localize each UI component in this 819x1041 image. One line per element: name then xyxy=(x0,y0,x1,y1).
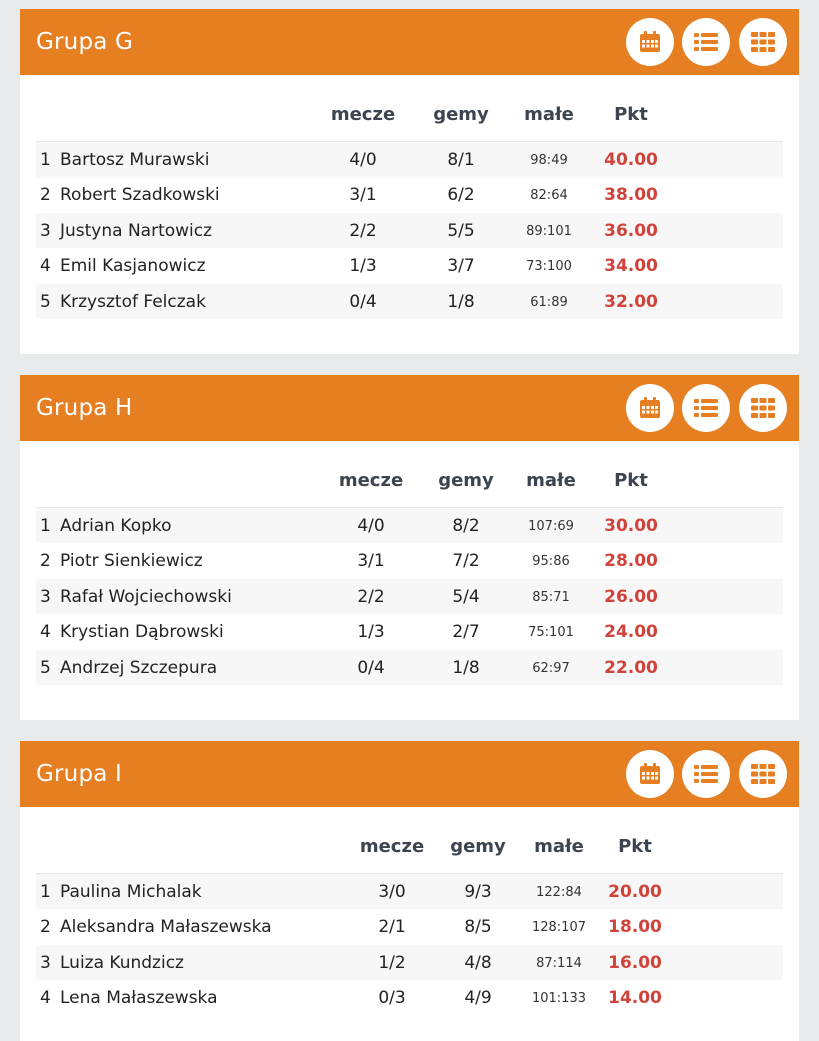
group-title: Grupa G xyxy=(36,29,134,55)
player-name: Piotr Sienkiewicz xyxy=(60,551,203,572)
column-games: gemy xyxy=(438,470,494,491)
column-matches: mecze xyxy=(359,836,425,857)
player-name: Aleksandra Małaszewska xyxy=(60,917,272,938)
games-value: 3/7 xyxy=(447,256,475,277)
group-card-i xyxy=(20,741,799,1041)
matches-value: 3/0 xyxy=(378,882,406,902)
table-row[interactable] xyxy=(36,874,783,909)
games-value: 4/8 xyxy=(464,952,492,973)
group-header xyxy=(20,741,799,807)
games-value: 2/7 xyxy=(452,622,480,643)
points-value: 30.00 xyxy=(604,516,658,536)
table-header xyxy=(20,441,799,507)
column-games: gemy xyxy=(450,836,506,857)
grid-icon xyxy=(751,32,775,52)
points-value: 18.00 xyxy=(608,917,662,938)
player-name: Robert Szadkowski xyxy=(60,185,220,206)
player-name: Luiza Kundzicz xyxy=(60,952,184,973)
standings-table xyxy=(36,507,783,685)
table-row[interactable] xyxy=(36,508,783,543)
rank: 3 xyxy=(40,586,51,607)
table-row[interactable] xyxy=(36,945,783,980)
player-name: Justyna Nartowicz xyxy=(60,220,213,241)
rank: 1 xyxy=(40,882,51,902)
column-small: małe xyxy=(534,836,584,857)
matches-value: 0/4 xyxy=(349,291,377,312)
games-value: 8/5 xyxy=(464,917,492,938)
group-card-g xyxy=(20,9,799,354)
column-points: Pkt xyxy=(614,470,648,491)
column-points: Pkt xyxy=(614,104,648,125)
rank: 4 xyxy=(40,988,51,1009)
player-name: Emil Kasjanowicz xyxy=(60,256,206,277)
points-value: 24.00 xyxy=(604,622,658,643)
table-row[interactable] xyxy=(36,248,783,283)
calendar-button[interactable] xyxy=(626,18,674,66)
column-small: małe xyxy=(526,470,576,491)
column-matches: mecze xyxy=(330,104,396,125)
rank: 1 xyxy=(40,516,51,536)
rank: 4 xyxy=(40,622,51,643)
games-value: 4/9 xyxy=(464,988,492,1009)
small-points-value: 98:49 xyxy=(530,153,568,168)
group-header xyxy=(20,375,799,441)
group-title: Grupa H xyxy=(36,395,133,421)
small-points-value: 73:100 xyxy=(526,259,572,275)
games-value: 5/4 xyxy=(452,586,480,607)
table-row[interactable] xyxy=(36,213,783,248)
small-points-value: 89:101 xyxy=(526,223,572,239)
games-value: 1/8 xyxy=(447,291,475,312)
list-button[interactable] xyxy=(682,384,730,432)
small-points-value: 128:107 xyxy=(531,920,587,936)
table-row[interactable] xyxy=(36,650,783,685)
games-value: 1/8 xyxy=(452,657,480,678)
small-points-value: 82:64 xyxy=(530,188,568,204)
calendar-button[interactable] xyxy=(626,384,674,432)
rank: 1 xyxy=(40,150,51,170)
table-header xyxy=(20,75,799,141)
games-value: 8/1 xyxy=(447,150,475,170)
matches-value: 1/2 xyxy=(378,952,406,973)
column-points: Pkt xyxy=(618,836,652,857)
matches-value: 1/3 xyxy=(357,622,385,643)
points-value: 40.00 xyxy=(604,150,658,170)
small-points-value: 62:97 xyxy=(532,660,570,676)
calendar-button[interactable] xyxy=(626,750,674,798)
table-row[interactable] xyxy=(36,543,783,578)
games-value: 6/2 xyxy=(447,185,475,206)
player-name: Krystian Dąbrowski xyxy=(60,622,224,643)
list-icon xyxy=(694,397,718,419)
player-name: Bartosz Murawski xyxy=(60,150,210,170)
group-card-h xyxy=(20,375,799,720)
small-points-value: 95:86 xyxy=(532,554,570,570)
rank: 5 xyxy=(40,291,51,312)
rank: 3 xyxy=(40,952,51,973)
column-small: małe xyxy=(524,104,574,125)
column-games: gemy xyxy=(433,104,489,125)
games-value: 5/5 xyxy=(447,220,475,241)
standings-table xyxy=(36,873,783,1016)
calendar-icon xyxy=(638,396,662,420)
rank: 5 xyxy=(40,657,51,678)
rank: 4 xyxy=(40,256,51,277)
player-name: Andrzej Szczepura xyxy=(60,657,218,678)
matches-value: 4/0 xyxy=(357,516,385,536)
table-row[interactable] xyxy=(36,142,783,177)
player-name: Paulina Michalak xyxy=(60,882,202,902)
table-row[interactable] xyxy=(36,614,783,649)
table-header xyxy=(20,807,799,873)
calendar-icon xyxy=(638,30,662,54)
games-value: 7/2 xyxy=(452,551,480,572)
points-value: 20.00 xyxy=(608,882,662,902)
points-value: 16.00 xyxy=(608,952,662,973)
small-points-value: 122:84 xyxy=(536,885,582,900)
matches-value: 3/1 xyxy=(349,185,377,206)
rank: 2 xyxy=(40,551,51,572)
column-matches: mecze xyxy=(338,470,404,491)
small-points-value: 101:133 xyxy=(531,991,587,1007)
grid-icon xyxy=(751,764,775,784)
points-value: 28.00 xyxy=(604,551,658,572)
group-title: Grupa I xyxy=(36,761,123,787)
matches-value: 1/3 xyxy=(349,256,377,277)
small-points-value: 85:71 xyxy=(532,589,570,605)
table-row[interactable] xyxy=(36,579,783,614)
matches-value: 4/0 xyxy=(349,150,377,170)
player-name: Krzysztof Felczak xyxy=(60,291,206,312)
matches-value: 2/2 xyxy=(349,220,377,241)
points-value: 36.00 xyxy=(604,220,658,241)
small-points-value: 75:101 xyxy=(528,625,574,641)
player-name: Lena Małaszewska xyxy=(60,988,218,1009)
games-value: 9/3 xyxy=(464,882,492,902)
table-row[interactable] xyxy=(36,909,783,944)
matches-value: 2/1 xyxy=(378,917,406,938)
small-points-value: 61:89 xyxy=(530,294,568,310)
list-button[interactable] xyxy=(682,18,730,66)
table-row[interactable] xyxy=(36,284,783,319)
points-value: 32.00 xyxy=(604,291,658,312)
grid-icon xyxy=(751,398,775,418)
small-points-value: 107:69 xyxy=(528,519,574,534)
player-name: Rafał Wojciechowski xyxy=(60,586,232,607)
rank: 3 xyxy=(40,220,51,241)
standings-table xyxy=(36,141,783,319)
grid-button[interactable] xyxy=(739,750,787,798)
list-button[interactable] xyxy=(682,750,730,798)
points-value: 22.00 xyxy=(604,657,658,678)
rank: 2 xyxy=(40,185,51,206)
games-value: 8/2 xyxy=(452,516,480,536)
list-icon xyxy=(694,31,718,53)
rank: 2 xyxy=(40,917,51,938)
matches-value: 3/1 xyxy=(357,551,385,572)
calendar-icon xyxy=(638,762,662,786)
player-name: Adrian Kopko xyxy=(60,516,172,536)
matches-value: 0/4 xyxy=(357,657,385,678)
matches-value: 0/3 xyxy=(378,988,406,1009)
points-value: 34.00 xyxy=(604,256,658,277)
points-value: 14.00 xyxy=(608,988,662,1009)
matches-value: 2/2 xyxy=(357,586,385,607)
table-row[interactable] xyxy=(36,177,783,212)
points-value: 26.00 xyxy=(604,586,658,607)
small-points-value: 87:114 xyxy=(536,955,582,971)
grid-button[interactable] xyxy=(739,18,787,66)
points-value: 38.00 xyxy=(604,185,658,206)
list-icon xyxy=(694,763,718,785)
table-row[interactable] xyxy=(36,980,783,1015)
group-header xyxy=(20,9,799,75)
grid-button[interactable] xyxy=(739,384,787,432)
